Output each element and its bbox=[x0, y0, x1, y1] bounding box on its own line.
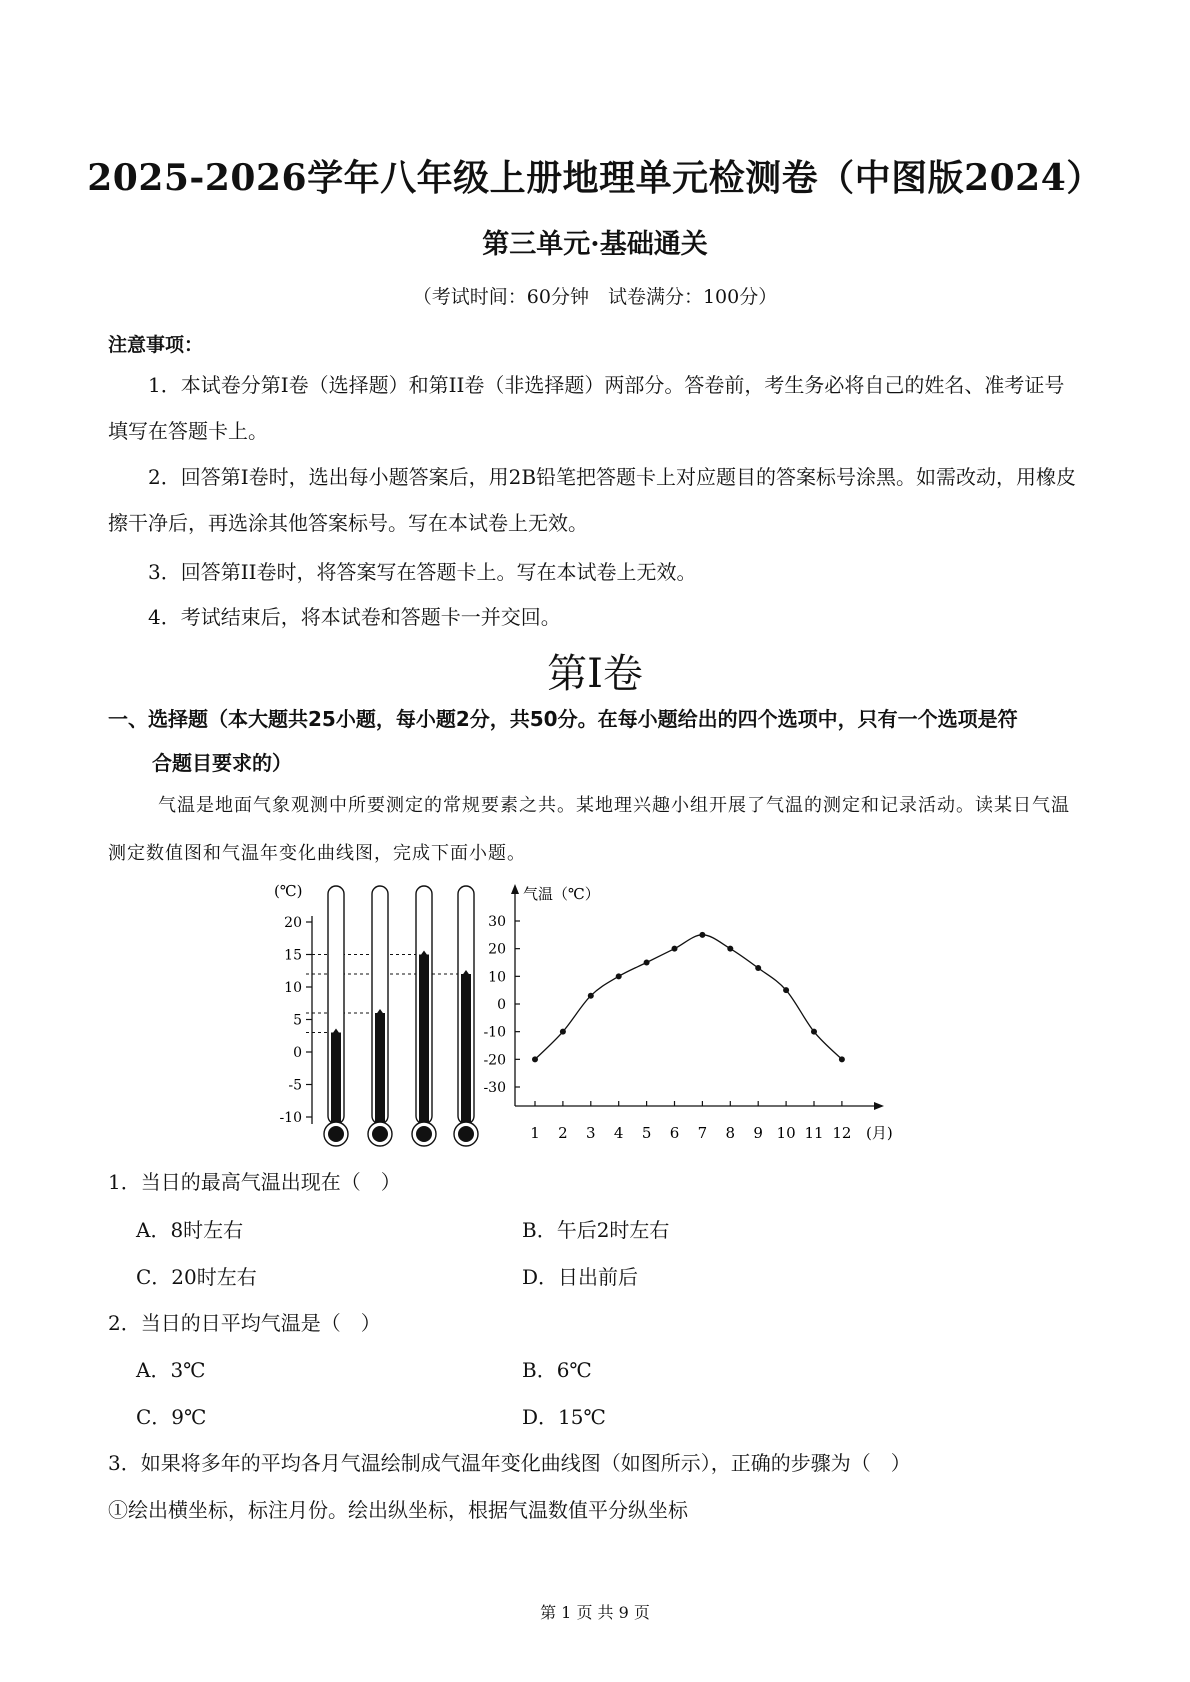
thermometer-mercury bbox=[375, 1013, 385, 1124]
temperature-curve bbox=[535, 935, 842, 1060]
unit-subtitle: 第三单元·基础通关 bbox=[482, 229, 708, 260]
month-label: 6 bbox=[669, 1124, 680, 1142]
thermometer-bulb bbox=[328, 1126, 344, 1142]
line-y-tick-label: 10 bbox=[488, 969, 506, 986]
thermometer-bulb bbox=[458, 1126, 474, 1142]
temperature-point bbox=[839, 1056, 845, 1062]
q2-option-b: B．6℃ bbox=[522, 1358, 592, 1382]
thermometer-bulb bbox=[416, 1126, 432, 1142]
question-1-stem: 1．当日的最高气温出现在（ ） bbox=[108, 1170, 401, 1194]
notes-title: 注意事项： bbox=[108, 334, 204, 356]
line-y-label: 气温（℃） bbox=[523, 885, 600, 903]
thermo-tick-label: 20 bbox=[284, 915, 302, 931]
month-label: 1 bbox=[530, 1124, 540, 1142]
q2-option-a: A．3℃ bbox=[136, 1358, 206, 1382]
month-label: 2 bbox=[558, 1124, 568, 1142]
exam-title: 2025-2026学年八年级上册地理单元检测卷（中图版2024） bbox=[87, 157, 1103, 199]
q2-option-c: C．9℃ bbox=[136, 1405, 207, 1429]
line-y-tick-label: -30 bbox=[483, 1080, 506, 1096]
thermo-tick-label: -5 bbox=[288, 1077, 302, 1094]
y-axis-arrow bbox=[511, 884, 519, 894]
line-y-tick-label: 0 bbox=[497, 997, 506, 1013]
temperature-point bbox=[532, 1056, 538, 1062]
question-3-stem: 3．如果将多年的平均各月气温绘制成气温年变化曲线图（如图所示），正确的步骤为（ ） bbox=[108, 1451, 911, 1475]
thermo-tick-label: 15 bbox=[284, 947, 302, 964]
note-item-3: 3．回答第II卷时，将答案写在答题卡上。写在本试卷上无效。 bbox=[148, 560, 697, 584]
temperature-point bbox=[727, 946, 733, 952]
annual-temp-chart bbox=[483, 884, 892, 1142]
temperature-point bbox=[644, 960, 650, 966]
month-label: 10 bbox=[776, 1124, 796, 1142]
line-y-tick-label: 20 bbox=[488, 941, 506, 958]
thermo-tick-label: 0 bbox=[293, 1045, 302, 1061]
month-label: 9 bbox=[753, 1124, 763, 1142]
note-item-4: 4．考试结束后，将本试卷和答题卡一并交回。 bbox=[148, 605, 561, 629]
month-label: 3 bbox=[586, 1124, 596, 1142]
question-2-stem: 2．当日的日平均气温是（ ） bbox=[108, 1311, 381, 1335]
temperature-point bbox=[755, 965, 761, 971]
month-label: 12 bbox=[832, 1124, 852, 1142]
q1-option-b: B．午后2时左右 bbox=[522, 1218, 670, 1242]
temperature-point bbox=[588, 993, 594, 999]
part-title: 第I卷 bbox=[547, 651, 643, 697]
question-3-step-1: ①绘出横坐标，标注月份。绘出纵坐标，根据气温数值平分纵坐标 bbox=[108, 1498, 688, 1522]
month-label: 11 bbox=[804, 1124, 824, 1142]
section-heading: 一、选择题（本大题共25小题，每小题2分，共50分。在每小题给出的四个选项中，只有一个选项是符 合题目要求的） bbox=[108, 707, 1018, 775]
thermo-tick-label: -10 bbox=[279, 1110, 302, 1126]
thermo-tick-label: 5 bbox=[293, 1012, 302, 1029]
temperature-point bbox=[783, 987, 789, 993]
page-footer: 第 1 页 共 9 页 bbox=[540, 1603, 650, 1622]
temperature-point bbox=[699, 932, 705, 938]
line-y-tick-label: -20 bbox=[483, 1052, 506, 1069]
q2-option-d: D．15℃ bbox=[522, 1405, 606, 1429]
q1-option-d: D．日出前后 bbox=[522, 1265, 639, 1289]
temperature-point bbox=[560, 1029, 566, 1035]
line-y-tick-label: -10 bbox=[483, 1024, 506, 1041]
thermometer-bulb bbox=[372, 1126, 388, 1142]
thermometer-chart bbox=[274, 882, 478, 1146]
x-axis-arrow bbox=[874, 1102, 884, 1110]
time-info: （考试时间：60分钟 试卷满分：100分） bbox=[412, 286, 778, 308]
thermometer-mercury bbox=[331, 1033, 341, 1125]
note-item-1: 1．本试卷分第I卷（选择题）和第II卷（非选择题）两部分。答卷前，考生务必将自己的姓名、准考证号填写在答题卡上。 bbox=[108, 373, 1065, 443]
thermo-tick-label: 10 bbox=[284, 980, 302, 996]
month-label: 8 bbox=[725, 1124, 736, 1142]
month-label: 4 bbox=[613, 1124, 624, 1142]
line-x-label: (月) bbox=[866, 1124, 893, 1142]
month-label: 7 bbox=[697, 1124, 708, 1142]
thermometer-mercury bbox=[461, 974, 471, 1124]
figure bbox=[270, 878, 920, 1148]
thermo-unit-label: (℃) bbox=[274, 882, 303, 900]
thermometer-mercury bbox=[419, 955, 429, 1125]
q1-option-a: A．8时左右 bbox=[136, 1218, 244, 1242]
note-item-2: 2．回答第I卷时，选出每小题答案后，用2B铅笔把答题卡上对应题目的答案标号涂黑。如需改动，用橡皮擦干净后，再选涂其他答案标号。写在本试卷上无效。 bbox=[108, 465, 1077, 535]
month-label: 5 bbox=[641, 1124, 652, 1142]
temperature-point bbox=[811, 1029, 817, 1035]
line-y-tick-label: 30 bbox=[488, 914, 506, 930]
passage-intro: 气温是地面气象观测中所要测定的常规要素之共。某地理兴趣小组开展了气温的测定和记录活动。读某日气温测定数值图和气温年变化曲线图，完成下面小题。 bbox=[108, 795, 1070, 864]
temperature-point bbox=[672, 946, 678, 952]
q1-option-c: C．20时左右 bbox=[136, 1265, 257, 1289]
temperature-point bbox=[616, 973, 622, 979]
